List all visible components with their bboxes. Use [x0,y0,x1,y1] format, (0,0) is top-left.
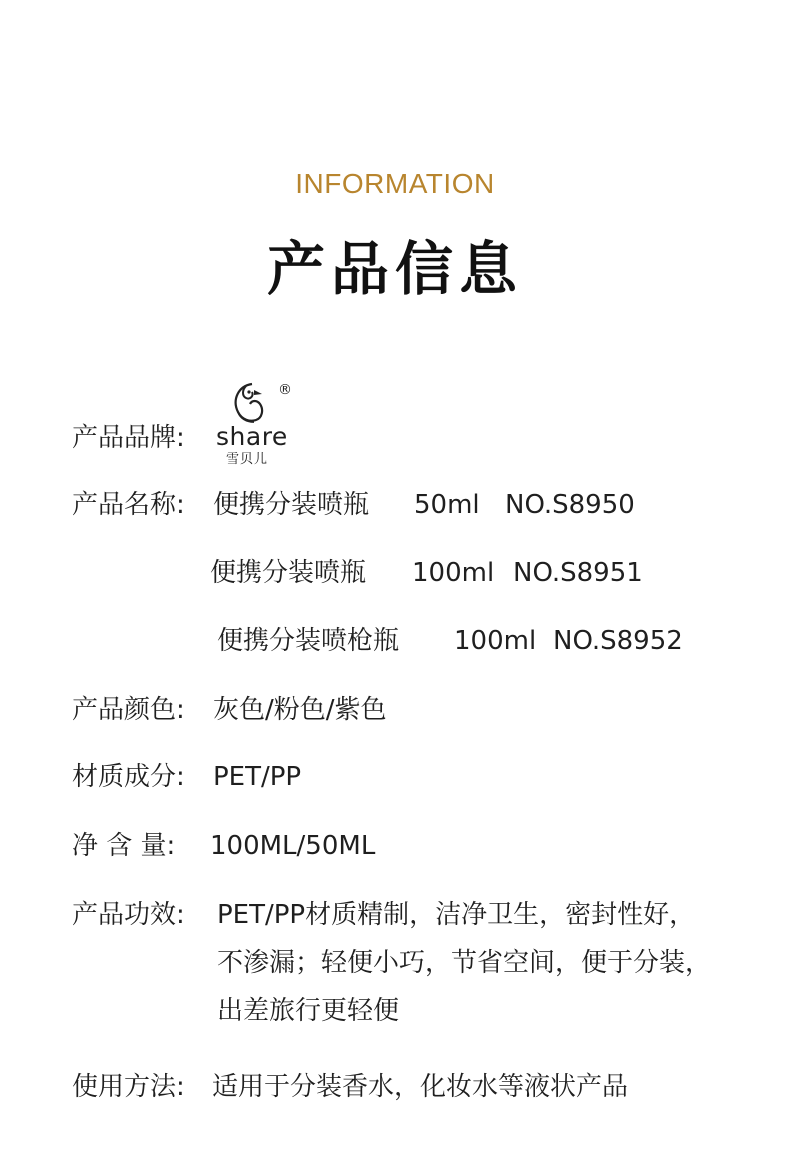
brand-label: 产品品牌: [72,423,185,453]
page-title: 产品信息 [266,235,523,303]
name-code-1: NO.S8950 [505,490,635,520]
name-product-2: 便携分装喷瓶 [210,558,367,588]
info-subtitle: INFORMATION [295,168,495,199]
name-volume-1: 50ml [414,490,480,520]
name-volume-2: 100ml [412,558,495,588]
material-label: 材质成分: [72,762,185,792]
name-product-3: 便携分装喷枪瓶 [217,626,400,656]
effect-label: 产品功效: [72,900,185,930]
brand-logo [216,380,300,466]
name-label: 产品名称: [72,490,185,520]
color-value: 灰色/粉色/紫色 [213,695,387,725]
name-volume-3: 100ml [454,626,537,656]
logo-wordmark: share [216,422,288,451]
effect-line-2: 不渗漏；轻便小巧，节省空间，便于分装， [217,948,712,978]
capacity-value: 100ML/50ML [210,831,376,861]
capacity-label: 净 含 量: [72,831,176,861]
effect-line-3: 出差旅行更轻便 [217,996,400,1026]
effect-line-1: PET/PP材质精制，洁净卫生，密封性好， [217,900,696,930]
usage-label: 使用方法: [72,1072,185,1102]
material-value: PET/PP [213,762,302,792]
name-code-2: NO.S8951 [513,558,643,588]
usage-value: 适用于分装香水，化妆水等液状产品 [212,1072,629,1102]
logo-chinese: 雪贝儿 [226,452,269,467]
name-code-3: NO.S8952 [553,626,683,656]
name-product-1: 便携分装喷瓶 [213,490,370,520]
registered-mark: ® [278,382,292,398]
color-label: 产品颜色: [72,695,185,725]
